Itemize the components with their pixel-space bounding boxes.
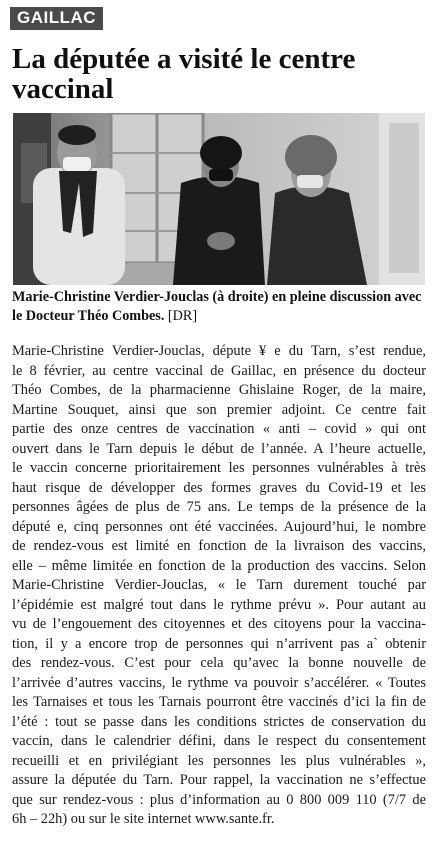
body-line: député e, cinq personnes ont été vaccinées. Aujourd’hui, le nombre bbox=[12, 518, 426, 535]
body-line: Marie-Christine Verdier-Jouclas, députe ¥ e du Tarn, s’est rendue, bbox=[12, 343, 426, 359]
section-tag: GAILLAC bbox=[10, 7, 103, 30]
body-line: que sur rendez-vous : plus d’information au 0 800 009 110 (7/7 de bbox=[12, 791, 426, 808]
body-line: Martine Souquet, ainsi que son premier adjoint. Ce centre fait bbox=[12, 401, 426, 418]
photo-credit: [DR] bbox=[167, 308, 198, 324]
body-line: l’été : tout se passe dans les conditions strictes de conservation du bbox=[12, 713, 426, 730]
body-line: Théo Combes, de la pharmacienne Ghislaine Roger, de la maire, bbox=[12, 382, 426, 398]
body-line: recueilli et en privilégiant les personnes les plus vulnérables », bbox=[12, 752, 426, 769]
caption-text: Marie-Christine Verdier-Jouclas (à droite) en pleine discussion avec le Docteur Théo Combes. bbox=[12, 289, 422, 324]
body-line-last: 6h – 22h) ou sur le site internet www.sante.fr. bbox=[12, 811, 275, 827]
body-line: vu de l’engouement des citoyennes et des citoyens pour la vaccina- bbox=[12, 616, 426, 632]
body-line: Marie-Christine Verdier-Jouclas, « le Tarn durement touché par bbox=[12, 577, 426, 593]
body-line: tion, il y a encore trop de personnes qui n’arrivent pas a` obtenir bbox=[12, 635, 426, 652]
body-line: vaccin, dans le calendrier défini, dans le respect du consentement bbox=[12, 733, 426, 749]
article-photo bbox=[13, 113, 425, 285]
body-line: ouvert dans le Tarn depuis le début de l’année. A l’heure actuelle, bbox=[12, 440, 426, 457]
body-line: assure la députée du Tarn. Pour rappel, la vaccination ne s’effectue bbox=[12, 772, 426, 788]
body-line: personnes âgées de plus de 75 ans. Le temps de la présence de la bbox=[12, 499, 426, 515]
body-line: l’arrivée d’autres vaccins, le rythme va pouvoir s’accélérer. « Toutes bbox=[12, 674, 426, 691]
body-line: les Tarnaises et tous les Tarnais pourront être vaccinés d’ici la fin de bbox=[12, 694, 426, 710]
article-body bbox=[12, 342, 426, 830]
body-line: l’épidémie est malgré tout dans le rythme prévu ». Pour autant au bbox=[12, 596, 426, 613]
body-line: elle – même limitée en fonction de la production des vaccins. Selon bbox=[12, 557, 426, 574]
body-line: partie des onze centres de vaccination « anti – covid » qui ont bbox=[12, 421, 426, 437]
body-line: le vaccin concerne prioritairement les personnes vulnérables à très bbox=[12, 460, 426, 476]
body-line: haut risque de développer des formes graves du Covid-19 et les bbox=[12, 479, 426, 496]
body-line: de rendez-vous est limité en fonction de la livraison des vaccins, bbox=[12, 538, 426, 554]
photo-caption bbox=[12, 288, 426, 326]
body-line: le 8 février, au centre vaccinal de Gaillac, en présence du docteur bbox=[12, 362, 426, 379]
headline: La députée a visité le centre vaccinal bbox=[12, 43, 356, 105]
photo-illustration bbox=[13, 113, 425, 285]
body-line: des rendez-vous. C’est pour cela qu’avec la bonne nouvelle de bbox=[12, 655, 426, 671]
